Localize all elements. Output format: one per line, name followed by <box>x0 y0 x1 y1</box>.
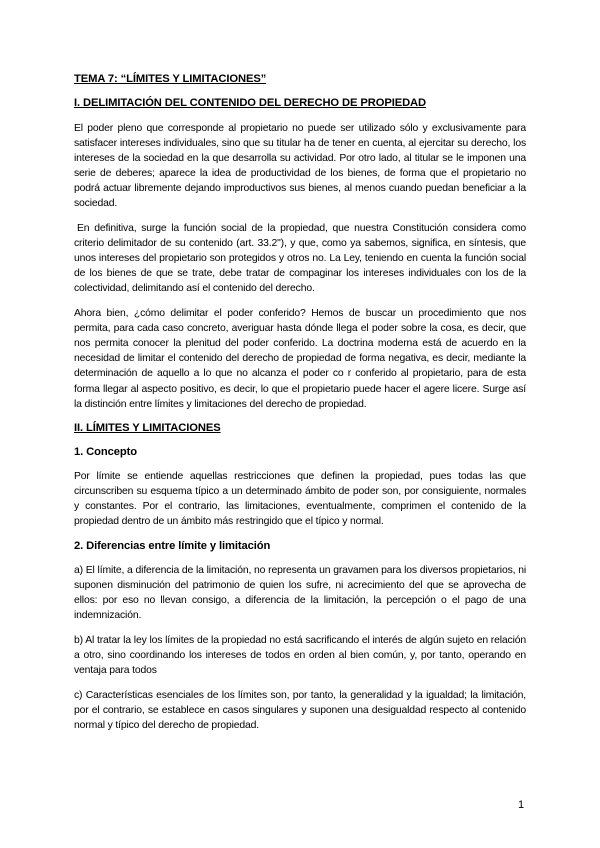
paragraph-diferencia-b: b) Al tratar la ley los límites de la propiedad no está sacrificando el interés de algún sujeto en relación a otro, sino coordinando los intereses de todos en orden al bien común, y, por tanto, operando en ventaja para todos <box>74 634 526 677</box>
paragraph-concepto: Por límite se entiende aquellas restricciones que definen la propiedad, pues todas las que circunscriben su esquema típico a un determinado ámbito de poder son, por consiguiente, normales y constantes. Por el contrario, las limitaciones, eventualmente, comprimen el contenido de la propiedad dentro de un ámbito más restringido que el típico y normal. <box>74 471 526 528</box>
document-page <box>74 72 526 743</box>
paragraph-funcion-social: En definitiva, surge la función social de la propiedad, que nuestra Constitución considera como criterio delimitador de su contenido (art. 33.2"), y que, como ya sabemos, significa, en síntesis, que unos intereses del propietario son protegidos y otros no. La Ley, teniendo en cuenta la función social de los bienes de que se trate, debe tratar de compaginar los intereses individuales con los de la colectividad, delimitando así el contenido del derecho. <box>74 223 526 295</box>
paragraph-diferencia-a: a) El límite, a diferencia de la limitación, no representa un gravamen para los diversos propietarios, ni suponen disminución del patrimonio de quien los sufre, ni acrecimiento del que se aprovecha de ellos: por eso no llevan consigo, a diferencia de la limitación, la percepción o el pago de una indemnización. <box>74 565 526 622</box>
paragraph-delimitar-poder: Ahora bien, ¿cómo delimitar el poder conferido? Hemos de buscar un procedimiento que nos permita, para cada caso concreto, averiguar hasta dónde llega el poder sobre la cosa, es decir, que nos permita conocer la plenitud del poder conferido. La doctrina moderna está de acuerdo en la necesidad de limitar el contenido del derecho de propiedad de forma negativa, es decir, mediante la determinación de aquello a lo que no alcanza el poder co r conferido al propietario, para de esta forma llegar al aspecto positivo, es decir, lo que el propietario puede hacer el agere licere. Surge así la distinción entre límites y limitaciones del derecho de propiedad. <box>74 308 526 410</box>
page-number: 1 <box>518 799 525 811</box>
document-title: TEMA 7: “LÍMITES Y LIMITACIONES” <box>74 73 267 85</box>
paragraph-poder-pleno: El poder pleno que corresponde al propietario no puede ser utilizado sólo y exclusivamente para satisfacer intereses individuales, sino que su titular ha de tener en cuenta, al ejercitar su derecho, los intereses de la sociedad en la que desarrolla su actividad. Por otro lado, al titular se le imponen una serie de deberes; aparece la idea de productividad de los bienes, de forma que el propietario no podrá actuar libremente dejando improductivos sus bienes, al menos cuando puedan beneficiar a la sociedad. <box>74 123 526 210</box>
paragraph-diferencia-c: c) Características esenciales de los límites son, por tanto, la generalidad y la igualdad; la limitación, por el contrario, se establece en casos singulares y suponen una desigualdad respecto al contenido normal y típico del derecho de propiedad. <box>74 689 526 731</box>
section-heading-delimitacion: I. DELIMITACIÓN DEL CONTENIDO DEL DERECHO DE PROPIEDAD <box>74 97 427 109</box>
section-heading-limites: II. LÍMITES Y LIMITACIONES <box>74 422 221 435</box>
subheading-diferencias: 2. Diferencias entre límite y limitación <box>74 540 271 553</box>
subheading-concepto: 1. Concepto <box>74 446 137 459</box>
